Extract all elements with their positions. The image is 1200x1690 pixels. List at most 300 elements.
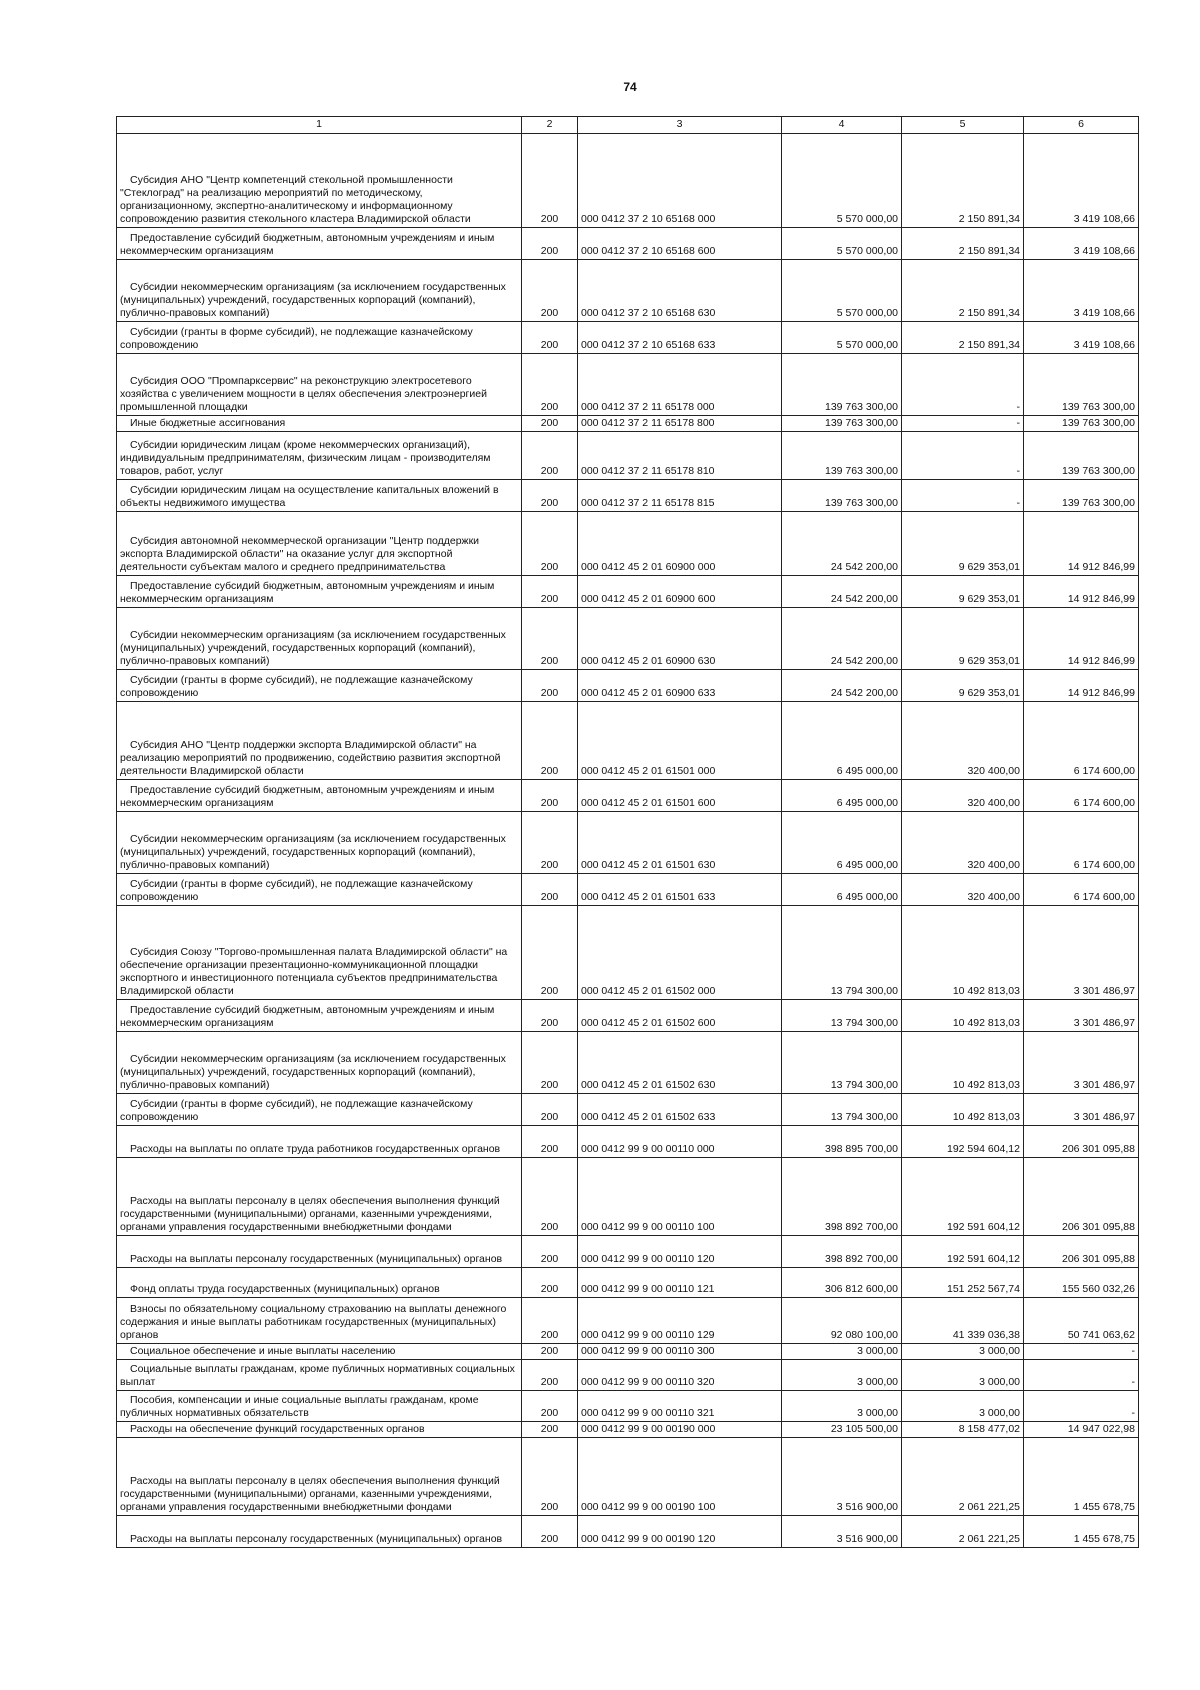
row-classifier-cell-text: 000 0412 99 9 00 00110 100 <box>581 1221 715 1233</box>
row-remainder-cell <box>1024 228 1139 260</box>
row-approved-cell-text: 3 516 900,00 <box>836 1501 898 1514</box>
row-approved-cell-text: 5 570 000,00 <box>836 338 898 351</box>
column-header: 1 <box>117 117 522 134</box>
row-code-cell-text: 200 <box>540 1407 559 1420</box>
row-code-cell-text: 200 <box>540 1283 559 1295</box>
row-approved-cell <box>782 1360 902 1391</box>
row-remainder-cell <box>1024 416 1139 432</box>
row-remainder-cell-text: 3 301 486,97 <box>1073 985 1135 997</box>
row-remainder-cell-text: 3 419 108,66 <box>1073 212 1135 225</box>
row-code-cell-text: 200 <box>540 797 559 809</box>
row-approved-cell <box>782 512 902 576</box>
row-name-cell-text: Предоставление субсидий бюджетным, автономным учреждениям и иным некоммерческим организациям <box>120 1003 495 1029</box>
row-remainder-cell-text: 3 301 486,97 <box>1073 1079 1135 1091</box>
row-classifier-cell <box>578 1422 782 1438</box>
page-number: 74 <box>623 80 637 94</box>
row-approved-cell <box>782 906 902 1000</box>
row-executed-cell <box>902 416 1024 432</box>
row-code-cell <box>522 260 578 322</box>
row-name-cell <box>117 228 522 260</box>
row-code-cell <box>522 1360 578 1391</box>
row-executed-cell <box>902 576 1024 608</box>
row-code-cell <box>522 874 578 906</box>
table-row <box>117 512 1139 576</box>
row-name-cell-text: Расходы на выплаты по оплате труда работников государственных органов <box>130 1143 501 1155</box>
row-remainder-cell-text: 3 301 486,97 <box>1073 1017 1135 1029</box>
row-name-cell <box>117 1268 522 1298</box>
row-approved-cell-text: 24 542 200,00 <box>830 561 898 573</box>
row-code-cell-text: 200 <box>540 212 559 225</box>
row-remainder-cell-text: 139 763 300,00 <box>1062 465 1135 477</box>
row-name-cell <box>117 780 522 812</box>
row-name-cell <box>117 260 522 322</box>
row-name-cell <box>117 480 522 512</box>
column-header: 2 <box>522 117 578 134</box>
row-approved-cell-text: 6 495 000,00 <box>836 859 898 871</box>
row-approved-cell <box>782 812 902 874</box>
row-approved-cell-text: 24 542 200,00 <box>830 593 898 605</box>
table-row <box>117 1158 1139 1236</box>
row-name-cell-text: Субсидии юридическим лицам (кроме некоммерческих организаций), индивидуальным предпринимателям, физическим лицам - производителям товаров, работ, услуг <box>120 438 491 477</box>
row-approved-cell-text: 306 812 600,00 <box>825 1283 898 1295</box>
row-executed-cell-text: 2 150 891,34 <box>958 244 1020 257</box>
row-executed-cell-text: 41 339 036,38 <box>952 1329 1020 1341</box>
row-executed-cell <box>902 1516 1024 1548</box>
row-classifier-cell <box>578 1032 782 1094</box>
table-row <box>117 702 1139 780</box>
table-row <box>117 1360 1139 1391</box>
row-approved-cell-text: 5 570 000,00 <box>836 244 898 257</box>
row-classifier-cell-text: 000 0412 45 2 01 60900 600 <box>581 593 716 605</box>
row-name-cell <box>117 1298 522 1344</box>
row-classifier-cell-text: 000 0412 45 2 01 61502 000 <box>581 985 716 997</box>
row-remainder-cell <box>1024 322 1139 354</box>
row-executed-cell <box>902 1360 1024 1391</box>
row-code-cell-text: 200 <box>540 306 559 319</box>
row-executed-cell-text: 10 492 813,03 <box>952 1079 1020 1091</box>
row-remainder-cell-text: 50 741 063,62 <box>1067 1329 1135 1341</box>
row-remainder-cell <box>1024 480 1139 512</box>
row-remainder-cell-text: 139 763 300,00 <box>1062 417 1135 429</box>
row-code-cell <box>522 416 578 432</box>
row-approved-cell <box>782 1344 902 1360</box>
table-row <box>117 1422 1139 1438</box>
row-name-cell <box>117 322 522 354</box>
row-name-cell <box>117 416 522 432</box>
row-code-cell-text: 200 <box>540 465 559 477</box>
row-approved-cell-text: 92 080 100,00 <box>830 1329 898 1341</box>
row-approved-cell <box>782 874 902 906</box>
row-approved-cell-text: 398 892 700,00 <box>825 1253 898 1265</box>
row-executed-cell <box>902 1094 1024 1126</box>
row-remainder-cell-text: - <box>1131 1407 1135 1420</box>
row-approved-cell <box>782 416 902 432</box>
row-remainder-cell-text: 14 912 846,99 <box>1067 593 1135 605</box>
row-name-cell-text: Расходы на выплаты персоналу государственных (муниципальных) органов <box>130 1533 503 1546</box>
row-code-cell <box>522 1236 578 1268</box>
row-classifier-cell-text: 000 0412 99 9 00 00190 120 <box>581 1533 716 1546</box>
row-name-cell <box>117 874 522 906</box>
row-approved-cell-text: 398 892 700,00 <box>825 1221 898 1233</box>
table-row <box>117 1236 1139 1268</box>
row-approved-cell-text: 398 895 700,00 <box>825 1143 898 1155</box>
row-classifier-cell <box>578 1000 782 1032</box>
row-executed-cell-text: 320 400,00 <box>967 765 1020 777</box>
row-approved-cell <box>782 1032 902 1094</box>
row-executed-cell <box>902 702 1024 780</box>
row-approved-cell <box>782 1236 902 1268</box>
row-name-cell-text: Расходы на выплаты персоналу в целях обеспечения выполнения функций государственными (муниципальными) органами, казенными учреждениями, органами управления государственными внебюджетными фондами <box>120 1475 500 1514</box>
row-remainder-cell <box>1024 354 1139 416</box>
row-code-cell <box>522 1422 578 1438</box>
row-classifier-cell <box>578 874 782 906</box>
row-executed-cell-text: 192 594 604,12 <box>947 1143 1020 1155</box>
row-code-cell <box>522 670 578 702</box>
row-name-cell-text: Субсидия автономной некоммерческой организации "Центр поддержки экспорта Владимирской области" на оказание услуг для экспортной деятельности субъектам малого и среднего предпринимательства <box>120 534 480 573</box>
row-name-cell <box>117 702 522 780</box>
row-classifier-cell-text: 000 0412 45 2 01 60900 000 <box>581 561 716 573</box>
row-remainder-cell <box>1024 906 1139 1000</box>
row-executed-cell <box>902 354 1024 416</box>
row-classifier-cell-text: 000 0412 45 2 01 61501 630 <box>581 859 716 871</box>
row-executed-cell <box>902 480 1024 512</box>
row-code-cell <box>522 134 578 228</box>
row-approved-cell-text: 13 794 300,00 <box>830 985 898 997</box>
row-classifier-cell <box>578 1268 782 1298</box>
row-executed-cell-text: 2 150 891,34 <box>958 212 1020 225</box>
row-code-cell <box>522 480 578 512</box>
table-row <box>117 670 1139 702</box>
row-classifier-cell <box>578 1438 782 1516</box>
row-code-cell-text: 200 <box>540 1111 559 1123</box>
row-approved-cell <box>782 1000 902 1032</box>
row-executed-cell-text: 10 492 813,03 <box>952 1017 1020 1029</box>
row-code-cell-text: 200 <box>540 417 559 429</box>
row-executed-cell <box>902 322 1024 354</box>
row-approved-cell <box>782 780 902 812</box>
table-row <box>117 1094 1139 1126</box>
column-header: 4 <box>782 117 902 134</box>
row-classifier-cell <box>578 906 782 1000</box>
row-name-cell <box>117 906 522 1000</box>
row-remainder-cell-text: 14 912 846,99 <box>1067 561 1135 573</box>
table-row <box>117 1000 1139 1032</box>
row-code-cell-text: 200 <box>540 891 559 903</box>
row-executed-cell-text: 10 492 813,03 <box>952 1111 1020 1123</box>
row-name-cell-text: Социальное обеспечение и иные выплаты населению <box>130 1345 396 1358</box>
row-remainder-cell <box>1024 1360 1139 1391</box>
table-row <box>117 1438 1139 1516</box>
row-executed-cell <box>902 432 1024 480</box>
row-code-cell-text: 200 <box>540 1345 559 1358</box>
row-remainder-cell-text: 14 912 846,99 <box>1067 655 1135 667</box>
row-name-cell <box>117 1438 522 1516</box>
row-code-cell-text: 200 <box>540 244 559 257</box>
row-classifier-cell <box>578 134 782 228</box>
row-name-cell-text: Пособия, компенсации и иные социальные выплаты гражданам, кроме публичных нормативных обязательств <box>120 1394 479 1420</box>
row-code-cell <box>522 576 578 608</box>
row-executed-cell-text: 8 158 477,02 <box>958 1423 1020 1436</box>
table-row <box>117 608 1139 670</box>
row-name-cell <box>117 812 522 874</box>
row-remainder-cell-text: 1 455 678,75 <box>1073 1501 1135 1514</box>
row-classifier-cell-text: 000 0412 99 9 00 00110 321 <box>581 1407 715 1420</box>
row-remainder-cell-text: 3 419 108,66 <box>1073 338 1135 351</box>
row-remainder-cell-text: 6 174 600,00 <box>1073 797 1135 809</box>
row-classifier-cell <box>578 512 782 576</box>
row-remainder-cell-text: 206 301 095,88 <box>1062 1143 1135 1155</box>
row-remainder-cell <box>1024 812 1139 874</box>
row-code-cell-text: 200 <box>540 1376 559 1389</box>
row-executed-cell <box>902 1344 1024 1360</box>
row-name-cell-text: Субсидия АНО "Центр поддержки экспорта Владимирской области" на реализацию мероприятий по продвижению, содействию развития экспортной деятельности Владимирской области <box>120 738 501 777</box>
row-classifier-cell <box>578 812 782 874</box>
row-name-cell-text: Фонд оплаты труда государственных (муниципальных) органов <box>130 1283 440 1295</box>
row-remainder-cell <box>1024 1268 1139 1298</box>
row-remainder-cell-text: 6 174 600,00 <box>1073 765 1135 777</box>
row-name-cell <box>117 432 522 480</box>
row-classifier-cell <box>578 260 782 322</box>
row-approved-cell <box>782 1391 902 1422</box>
row-executed-cell <box>902 1126 1024 1158</box>
row-name-cell <box>117 1391 522 1422</box>
row-remainder-cell <box>1024 432 1139 480</box>
row-name-cell-text: Иные бюджетные ассигнования <box>130 417 286 429</box>
row-classifier-cell-text: 000 0412 45 2 01 61502 630 <box>581 1079 716 1091</box>
row-executed-cell-text: 9 629 353,01 <box>958 561 1020 573</box>
row-classifier-cell-text: 000 0412 99 9 00 00110 121 <box>581 1283 715 1295</box>
row-classifier-cell <box>578 576 782 608</box>
table-row <box>117 416 1139 432</box>
row-executed-cell <box>902 260 1024 322</box>
row-remainder-cell <box>1024 1438 1139 1516</box>
row-code-cell-text: 200 <box>540 1329 559 1341</box>
row-approved-cell-text: 139 763 300,00 <box>825 400 898 413</box>
row-remainder-cell <box>1024 702 1139 780</box>
row-approved-cell-text: 139 763 300,00 <box>825 465 898 477</box>
table-row <box>117 1344 1139 1360</box>
row-remainder-cell-text: 3 419 108,66 <box>1073 244 1135 257</box>
row-approved-cell <box>782 1298 902 1344</box>
row-executed-cell-text: - <box>1016 417 1020 429</box>
row-approved-cell-text: 3 000,00 <box>857 1345 898 1358</box>
row-executed-cell-text: 2 150 891,34 <box>958 306 1020 319</box>
row-code-cell <box>522 1094 578 1126</box>
row-approved-cell <box>782 480 902 512</box>
row-remainder-cell <box>1024 512 1139 576</box>
row-executed-cell-text: 192 591 604,12 <box>947 1221 1020 1233</box>
row-name-cell-text: Субсидии (гранты в форме субсидий), не подлежащие казначейскому сопровождению <box>120 673 473 699</box>
row-name-cell-text: Субсидия ООО "Промпарксервис" на реконструкцию электросетевого хозяйства с увеличением мощности в целях обеспечения электроэнергией промышленной площадки <box>120 374 487 413</box>
table-row <box>117 260 1139 322</box>
row-code-cell <box>522 1158 578 1236</box>
row-classifier-cell <box>578 432 782 480</box>
row-remainder-cell <box>1024 670 1139 702</box>
row-remainder-cell <box>1024 1344 1139 1360</box>
table-row <box>117 432 1139 480</box>
row-code-cell <box>522 1268 578 1298</box>
row-code-cell <box>522 1298 578 1344</box>
row-classifier-cell-text: 000 0412 99 9 00 00110 129 <box>581 1329 715 1341</box>
row-code-cell-text: 200 <box>540 338 559 351</box>
row-code-cell <box>522 1000 578 1032</box>
row-classifier-cell-text: 000 0412 37 2 11 65178 800 <box>581 417 715 429</box>
row-classifier-cell <box>578 480 782 512</box>
row-executed-cell <box>902 780 1024 812</box>
row-classifier-cell <box>578 1298 782 1344</box>
row-remainder-cell-text: 6 174 600,00 <box>1073 891 1135 903</box>
row-classifier-cell <box>578 1344 782 1360</box>
row-executed-cell-text: - <box>1016 497 1020 509</box>
row-code-cell <box>522 512 578 576</box>
row-remainder-cell <box>1024 134 1139 228</box>
column-header: 6 <box>1024 117 1139 134</box>
row-remainder-cell <box>1024 780 1139 812</box>
row-remainder-cell-text: - <box>1131 1345 1135 1358</box>
row-code-cell-text: 200 <box>540 1221 559 1233</box>
row-approved-cell-text: 5 570 000,00 <box>836 212 898 225</box>
row-approved-cell <box>782 1516 902 1548</box>
row-name-cell <box>117 134 522 228</box>
row-name-cell <box>117 512 522 576</box>
row-executed-cell <box>902 874 1024 906</box>
row-code-cell <box>522 228 578 260</box>
row-approved-cell <box>782 260 902 322</box>
row-classifier-cell-text: 000 0412 45 2 01 60900 633 <box>581 687 716 699</box>
row-code-cell-text: 200 <box>540 561 559 573</box>
row-executed-cell-text: 9 629 353,01 <box>958 593 1020 605</box>
row-approved-cell-text: 3 000,00 <box>857 1407 898 1420</box>
row-name-cell <box>117 1094 522 1126</box>
table-row <box>117 812 1139 874</box>
row-name-cell-text: Предоставление субсидий бюджетным, автономным учреждениям и иным некоммерческим организациям <box>120 231 495 257</box>
row-approved-cell-text: 3 000,00 <box>857 1376 898 1389</box>
row-code-cell-text: 200 <box>540 400 559 413</box>
row-remainder-cell-text: 6 174 600,00 <box>1073 859 1135 871</box>
row-code-cell-text: 200 <box>540 985 559 997</box>
row-classifier-cell-text: 000 0412 99 9 00 00110 000 <box>581 1143 715 1155</box>
row-name-cell-text: Расходы на выплаты персоналу государственных (муниципальных) органов <box>130 1253 503 1265</box>
row-remainder-cell <box>1024 1032 1139 1094</box>
row-approved-cell <box>782 670 902 702</box>
row-approved-cell <box>782 702 902 780</box>
row-classifier-cell <box>578 354 782 416</box>
row-executed-cell-text: 3 000,00 <box>979 1345 1020 1358</box>
row-approved-cell <box>782 1126 902 1158</box>
row-executed-cell-text: 151 252 567,74 <box>947 1283 1020 1295</box>
row-classifier-cell <box>578 1126 782 1158</box>
row-classifier-cell-text: 000 0412 37 2 10 65168 600 <box>581 244 716 257</box>
table-row <box>117 322 1139 354</box>
row-executed-cell-text: 320 400,00 <box>967 859 1020 871</box>
row-name-cell-text: Субсидии (гранты в форме субсидий), не подлежащие казначейскому сопровождению <box>120 877 473 903</box>
row-name-cell-text: Расходы на выплаты персоналу в целях обеспечения выполнения функций государственными (муниципальными) органами, казенными учреждениями, органами управления государственными внебюджетными фондами <box>120 1194 500 1233</box>
budget-table <box>116 116 1139 1548</box>
row-approved-cell <box>782 608 902 670</box>
row-approved-cell <box>782 322 902 354</box>
row-executed-cell <box>902 1268 1024 1298</box>
row-executed-cell <box>902 1158 1024 1236</box>
row-executed-cell <box>902 906 1024 1000</box>
row-classifier-cell-text: 000 0412 45 2 01 61502 600 <box>581 1017 716 1029</box>
row-classifier-cell <box>578 1516 782 1548</box>
table-row <box>117 576 1139 608</box>
row-executed-cell-text: - <box>1016 400 1020 413</box>
row-classifier-cell-text: 000 0412 99 9 00 00110 120 <box>581 1253 715 1265</box>
row-code-cell-text: 200 <box>540 1533 559 1546</box>
row-name-cell-text: Субсидия АНО "Центр компетенций стекольной промышленности "Стеклоград" на реализацию мероприятий по методическому, организационному, экспертно-аналитическому и информационному сопровождению развития стекольного кластера Владимирской области <box>120 173 471 225</box>
row-classifier-cell-text: 000 0412 37 2 11 65178 815 <box>581 497 715 509</box>
row-executed-cell <box>902 228 1024 260</box>
row-approved-cell <box>782 134 902 228</box>
row-approved-cell-text: 139 763 300,00 <box>825 417 898 429</box>
table-row <box>117 228 1139 260</box>
table-row <box>117 1268 1139 1298</box>
row-code-cell-text: 200 <box>540 1143 559 1155</box>
row-approved-cell-text: 23 105 500,00 <box>830 1423 898 1436</box>
row-name-cell-text: Субсидии некоммерческим организациям (за исключением государственных (муниципальных) учреждений, государственных корпораций (компаний), публично-правовых компаний) <box>120 280 506 319</box>
row-remainder-cell <box>1024 1516 1139 1548</box>
row-executed-cell-text: 10 492 813,03 <box>952 985 1020 997</box>
row-approved-cell <box>782 576 902 608</box>
row-executed-cell-text: 9 629 353,01 <box>958 655 1020 667</box>
row-approved-cell-text: 24 542 200,00 <box>830 687 898 699</box>
row-executed-cell <box>902 1438 1024 1516</box>
row-code-cell-text: 200 <box>540 1253 559 1265</box>
row-executed-cell-text: 3 000,00 <box>979 1407 1020 1420</box>
row-classifier-cell-text: 000 0412 45 2 01 60900 630 <box>581 655 716 667</box>
row-code-cell <box>522 1126 578 1158</box>
row-remainder-cell-text: 139 763 300,00 <box>1062 497 1135 509</box>
row-remainder-cell-text: 155 560 032,26 <box>1062 1283 1135 1295</box>
row-approved-cell <box>782 1158 902 1236</box>
row-name-cell <box>117 1032 522 1094</box>
row-executed-cell <box>902 1032 1024 1094</box>
row-name-cell <box>117 1000 522 1032</box>
row-code-cell <box>522 1438 578 1516</box>
row-name-cell-text: Расходы на обеспечение функций государственных органов <box>130 1423 425 1436</box>
row-executed-cell-text: 320 400,00 <box>967 797 1020 809</box>
row-code-cell <box>522 608 578 670</box>
table-row <box>117 1032 1139 1094</box>
row-executed-cell <box>902 1000 1024 1032</box>
row-name-cell <box>117 670 522 702</box>
row-classifier-cell <box>578 228 782 260</box>
row-executed-cell <box>902 1298 1024 1344</box>
row-code-cell <box>522 1344 578 1360</box>
row-executed-cell <box>902 670 1024 702</box>
row-executed-cell <box>902 1236 1024 1268</box>
row-classifier-cell <box>578 1158 782 1236</box>
table-row <box>117 1391 1139 1422</box>
row-approved-cell-text: 6 495 000,00 <box>836 797 898 809</box>
row-classifier-cell-text: 000 0412 99 9 00 00190 100 <box>581 1501 716 1514</box>
row-classifier-cell <box>578 780 782 812</box>
row-name-cell <box>117 576 522 608</box>
row-remainder-cell-text: 139 763 300,00 <box>1062 400 1135 413</box>
row-name-cell-text: Субсидии некоммерческим организациям (за исключением государственных (муниципальных) учреждений, государственных корпораций (компаний), публично-правовых компаний) <box>120 832 506 871</box>
row-classifier-cell-text: 000 0412 37 2 11 65178 810 <box>581 465 715 477</box>
row-remainder-cell <box>1024 576 1139 608</box>
row-name-cell <box>117 1360 522 1391</box>
row-code-cell <box>522 812 578 874</box>
table-body <box>117 134 1139 1548</box>
row-name-cell <box>117 1516 522 1548</box>
row-remainder-cell <box>1024 1298 1139 1344</box>
row-code-cell <box>522 1032 578 1094</box>
row-code-cell-text: 200 <box>540 1423 559 1436</box>
column-header: 3 <box>578 117 782 134</box>
